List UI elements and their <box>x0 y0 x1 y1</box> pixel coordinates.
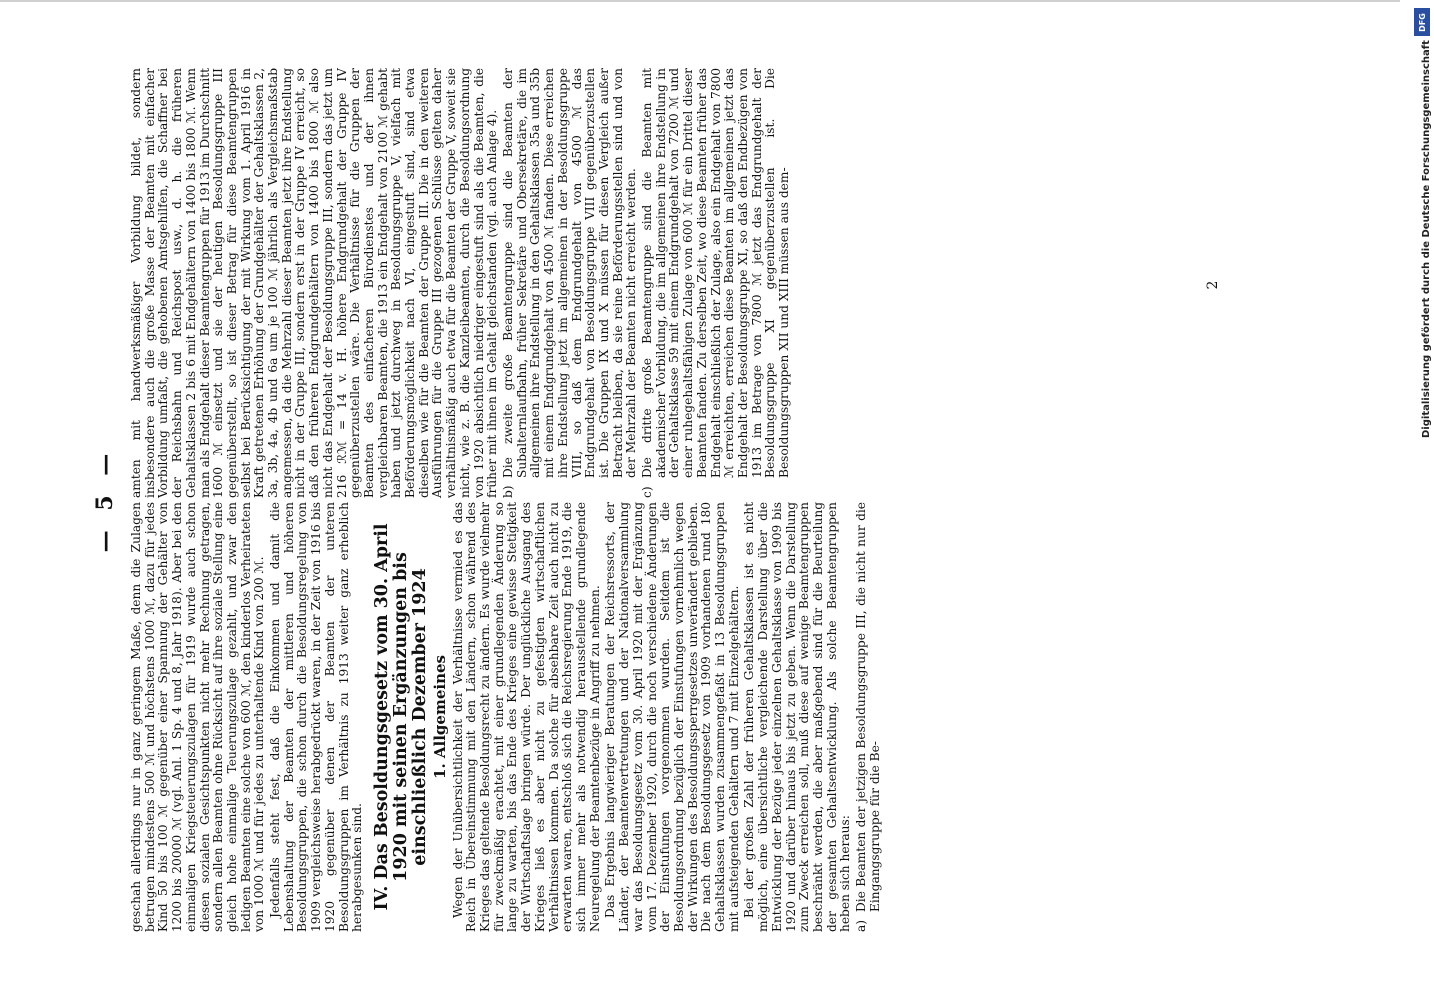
dfg-logo <box>1414 8 1430 36</box>
list-item <box>855 502 882 932</box>
page-number-header: — 5 — <box>92 447 118 553</box>
right-text-column <box>130 68 794 498</box>
left-text-column <box>130 502 884 932</box>
signature-mark: 2 <box>1205 280 1221 290</box>
paragraph: Wegen der Unübersichtlichkeit der Verhältnisse vermied es das Reich in Übereinstimmung mit den Ländern, schon während des Krieges das geltende Besoldungsrecht zu ändern. Es wurde vielmehr für zweckmäßig erachtet, mit einer grundlegenden Änderung so lange zu warten, bis das Ende des Krieges eine gewisse Stetigkeit der Wirtschaftslage bringen würde. Der unglückliche Ausgang des Krieges ließ es aber nicht zu gefestigten wirtschaftlichen Verhältnissen kommen. Da solche für absehbare Zeit auch nicht zu erwarten waren, entschloß sich die Reichsregierung Ende 1919, die sich immer mehr als notwendig herausstellende grundlegende Neuregelung der Beamtenbezüge in Angriff zu nehmen. <box>450 502 602 932</box>
section-heading: IV. Das Besoldungsgesetz vom 30. April 1920 mit seinen Ergänzungen bis einschließlich Dezember 1924 <box>371 523 430 911</box>
list-marker: c) <box>640 486 655 498</box>
list-marker: a) <box>854 919 869 932</box>
paragraph: Bei der großen Zahl der früheren Gehaltsklassen ist es nicht möglich, eine übersichtliche vergleichende Darstellung über die Entwicklung der Bezüge jeder einzelnen Gehaltsklasse von 1909 bis 1920 und darüber hinaus bis jetzt zu geben. Wenn die Darstellung zum Zweck erreichen soll, muß diese auf wenige Beamtengruppen beschränkt werden, die aber maßgebend sind für die Beurteilung der gesamten Gehaltsentwicklung. Als solche Beamtengruppen heben sich heraus: <box>742 502 853 932</box>
subsection-heading: 1. Allgemeines <box>430 655 449 779</box>
paragraph: amten mit handwerksmäßiger Vorbildung bildet, sondern insbesondere auch die große Masse der Beamten mit einfacher Vorbildung umfaßt, die gehobenen Amtsgehilfen, die Schaffner bei der Reichsbahn und Reichspost usw., d. h. die früheren Gehaltsklassen 2 bis 6 mit Endgehältern von 1400 bis 1800 ℳ. Wenn man als Endgehalt dieser Beamtengruppen für 1913 im Durchschnitt 1600 ℳ einsetzt und sie der heutigen Besoldungsgruppe III gegenüberstellt, so ist dieser Betrag für diese Beamtengruppen selbst bei Berücksichtigung der mit Wirkung vom 1. April 1916 in Kraft getretenen Erhöhung der Grundgehälter der Gehaltsklassen 2, 3a, 3b, 4a, 4b und 6a um je 100 ℳ jährlich als Vergleichsmaßstab angemessen, da die Mehrzahl dieser Beamten jetzt ihre Endstellung nicht in der Gruppe III, sondern erst in der Gruppe IV erreicht, so daß den früheren Endgrundgehältern von 1400 bis 1800 ℳ also nicht das Endgehalt der Besoldungsgruppe III, sondern das jetzt um 216 ℛℳ = 14 v. H. höhere Endgrundgehalt der Gruppe IV gegenüberzustellen wäre. Die Verhältnisse für die Gruppen der Beamten des einfacheren Bürodienstes und der ihnen vergleichbaren Beamten, die 1913 ein Endgehalt von 2100 ℳ gehabt haben und jetzt durchweg in Besoldungsgruppe V, vielfach mit Beförderungsmöglichkeit nach VI, eingestuft sind, sind etwa dieselben wie für die Beamten der Gruppe III. Die in den weiteren Ausführungen für die Gruppe III gezogenen Schlüsse gelten daher verhältnismäßig auch etwa für die Beamten der Gruppe V, soweit sie nicht, wie z. B. die Kanzleibeamten, durch die Besoldungsordnung von 1920 absichtlich niedriger eingestuft sind als die Beamten, die früher mit ihnen im Gehalt gleichstanden (vgl. auch Anlage 4). <box>129 68 500 498</box>
list-item-text: Die dritte große Beamtengruppe sind die Beamten mit akademischer Vorbildung, die im allgemeinen ihre Endstellung in der Gehaltsklasse 59 mit einem Endgrundgehalt von 7200 ℳ und einer ruhegehaltsfähigen Zulage von 600 ℳ für ein Drittel dieser Beamten fanden. Zu derselben Zeit, wo diese Beamten früher das Endgehalt einschließlich der Zulage, also ein Endgehalt von 7800 ℳ erreichten, erreichen diese Beamten im allgemeinen jetzt das Endgehalt der Besoldungsgruppe XI, so daß den Endbezügen von 1913 im Betrage von 7800 ℳ jetzt das Endgrundgehalt der Besoldungsgruppe XI gegenüberzustellen ist. Die Besoldungsgruppen XII und XIII müssen aus dem- <box>640 68 792 478</box>
paragraph: geschah allerdings nur in ganz geringem Maße, denn die Zulagen betrugen mindestens 500 ℳ und höchstens 1000 ℳ, dazu für jedes Kind 50 bis 100 ℳ gegenüber einer Spannung der Gehälter von 1200 bis 20000 ℳ (vgl. Anl. 1 Sp. 4 und 8, Jahr 1918). Aber bei den einmaligen Kriegsteuerungszulagen für 1919 wurde auch schon diesen sozialen Gesichtspunkten nicht mehr Rechnung getragen, sondern allen Beamten ohne Rücksicht auf ihre soziale Stellung eine gleich hohe einmalige Teuerungszulage gezahlt, und zwar den ledigen Beamten eine solche von 600 ℳ, den kinderlos Verheirateten von 1000 ℳ und für jedes zu unterhaltende Kind von 200 ℳ. <box>129 502 267 932</box>
list-item <box>641 68 792 498</box>
paragraph: Jedenfalls steht fest, daß die Einkommen und damit die Lebenshaltung der Beamten der mittleren und höheren Besoldungsgruppen, die schon durch die Besoldungsregelung von 1909 vergleichsweise herabgedrückt waren, in der Zeit von 1916 bis 1920 gegenüber denen der Beamten der unteren Besoldungsgruppen im Verhältnis zu 1913 weiter ganz erheblich herabgesunken sind. <box>268 502 365 932</box>
list-item-text: Die zweite große Beamtengruppe sind die Beamten der Subalternlaufbahn, früher Sekretäre und Obersekretäre, die im allgemeinen ihre Endstellung in den Gehaltsklassen 35a und 35b mit einem Endgrundgehalt von 4500 ℳ fanden. Diese erreichen ihre Endstellung jetzt im allgemeinen in der Besoldungsgruppe VIII, so daß dem Endgrundgehalt von 4500 ℳ das Endgrundgehalt von Besoldungsgruppe VIII gegenüberzustellen ist. Die Gruppen IX und X müssen für diesen Vergleich außer Betracht bleiben, da sie reine Beförderungsstellen sind und von der Mehrzahl der Beamten nicht erreicht werden. <box>500 68 639 478</box>
list-marker: b) <box>500 485 515 498</box>
dfg-logo-text: DFG <box>1417 12 1427 32</box>
list-item <box>502 68 639 498</box>
dfg-credit-text: Digitalisierung gefördert durch die Deutsche Forschungsgemeinschaft <box>1421 40 1432 438</box>
paragraph: Das Ergebnis langwieriger Beratungen der Reichsressorts, der Länder, der Beamtenvertretungen und der Nationalversammlung war das Besoldungsgesetz vom 30. April 1920 mit der Ergänzung vom 17. Dezember 1920, durch die noch verschiedene Änderungen der Einstufungen vorgenommen wurden. Seitdem ist die Besoldungsordnung bezüglich der Einstufungen vornehmlich wegen der Wirkungen des Besoldungssperrgesetzes unverändert geblieben. Die nach dem Besoldungsgesetz von 1909 vorhandenen rund 180 Gehaltsklassen wurden zusammengefaßt in 13 Besoldungsgruppen mit aufsteigenden Gehältern und 7 mit Einzelgehältern. <box>603 502 741 932</box>
list-item-text: Die Beamten der jetzigen Besoldungsgruppe III, die nicht nur die Eingangsgruppe für die Be- <box>854 502 882 912</box>
dfg-credit-strip <box>1410 0 1434 1000</box>
